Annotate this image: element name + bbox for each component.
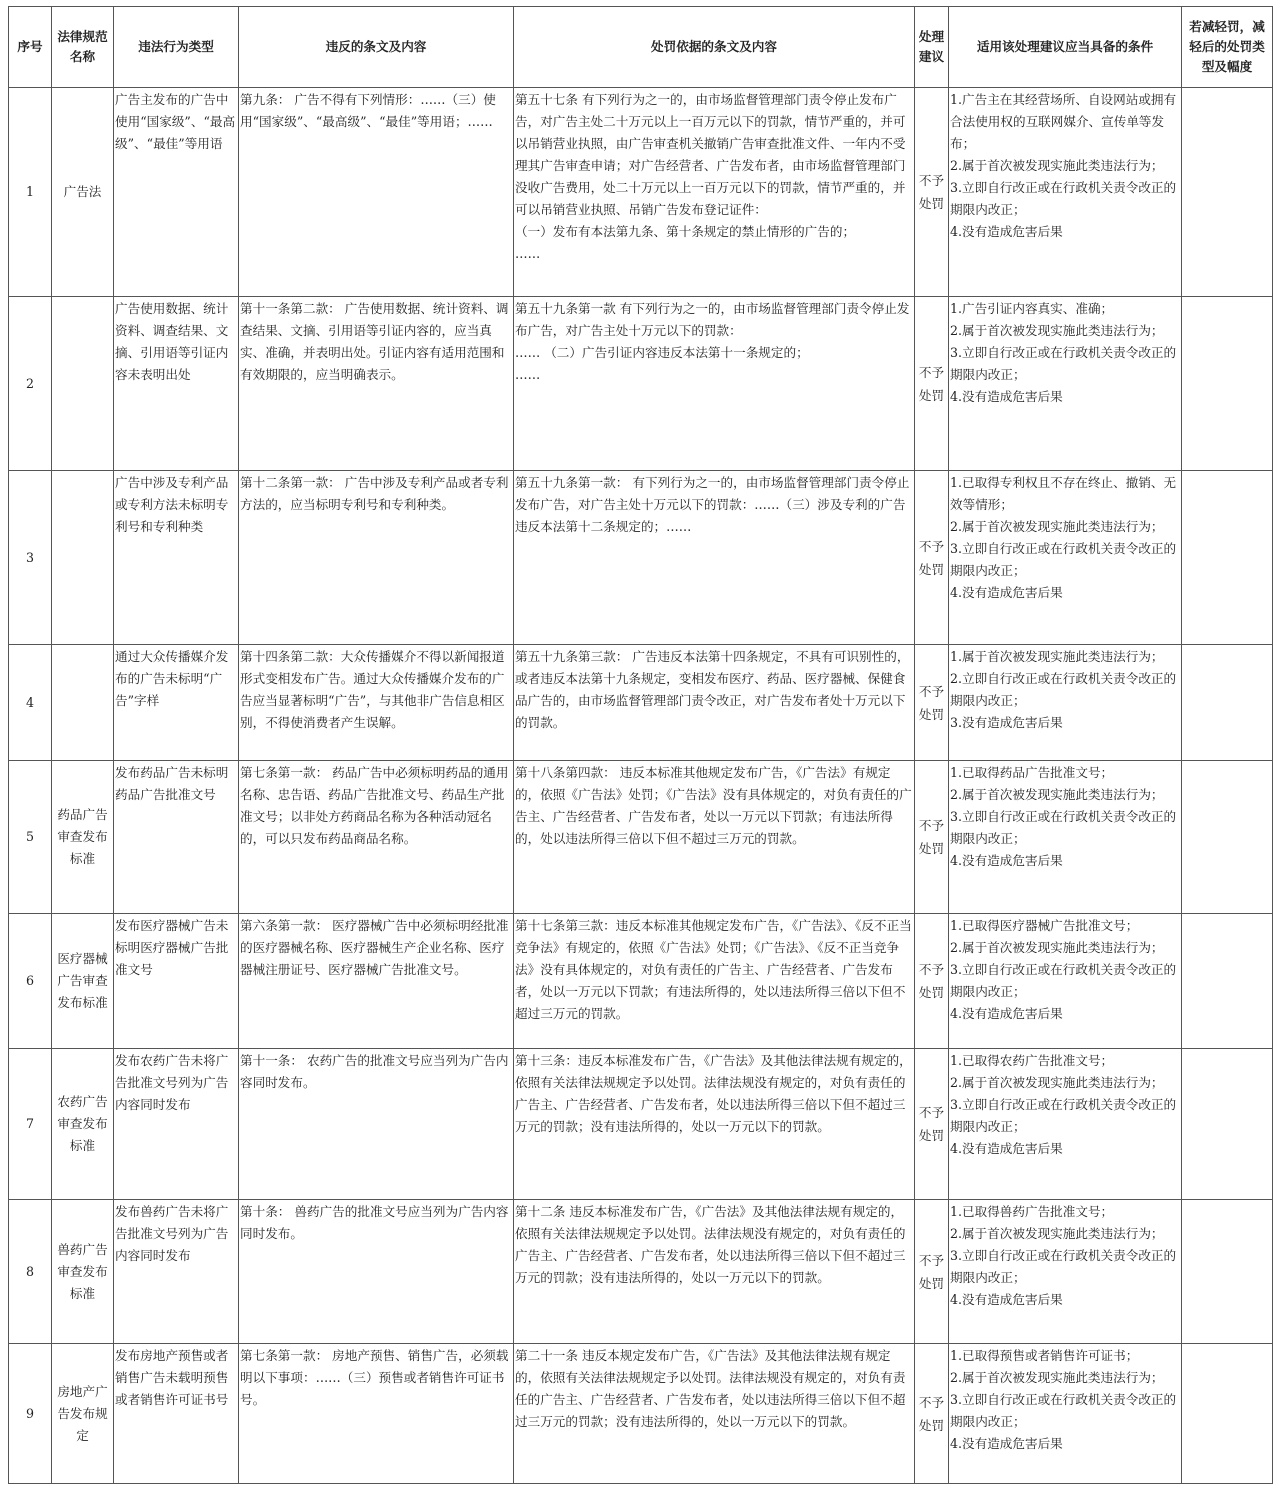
row-number: 9 — [9, 1344, 52, 1484]
violated-article: 第七条第一款： 房地产预售、销售广告，必须载明以下事项：……（三）预售或者销售许可证书号。 — [239, 1344, 514, 1484]
suggestion: 不予处罚 — [915, 1200, 949, 1344]
conditions: 1.已取得药品广告批准文号； 2.属于首次被发现实施此类违法行为； 3.立即自行改正或在行政机关责令改正的期限内改正； 4.没有造成危害后果 — [949, 761, 1182, 914]
penalty-basis: 第五十九条第一款： 有下列行为之一的，由市场监督管理部门责令停止发布广告，对广告主处十万元以下的罚款：……（三）涉及专利的广告违反本法第十二条规定的；…… — [514, 471, 915, 645]
law-name: 医疗器械广告审查发布标准 — [52, 914, 114, 1049]
reduced-penalty — [1182, 88, 1273, 297]
table-row — [9, 1344, 1273, 1484]
law-name: 房地产广告发布规定 — [52, 1344, 114, 1484]
table-row — [9, 914, 1273, 1049]
table-row — [9, 471, 1273, 645]
law-name: 兽药广告审查发布标准 — [52, 1200, 114, 1344]
reduced-penalty — [1182, 914, 1273, 1049]
header-no: 序号 — [9, 7, 52, 88]
conditions: 1.已取得医疗器械广告批准文号； 2.属于首次被发现实施此类违法行为； 3.立即自行改正或在行政机关责令改正的期限内改正； 4.没有造成危害后果 — [949, 914, 1182, 1049]
suggestion: 不予处罚 — [915, 645, 949, 761]
law-name — [52, 471, 114, 645]
violated-article: 第十二条第一款： 广告中涉及专利产品或者专利方法的，应当标明专利号和专利种类。 — [239, 471, 514, 645]
penalty-basis: 第五十九条第三款： 广告违反本法第十四条规定，不具有可识别性的，或者违反本法第十九条规定，变相发布医疗、药品、医疗器械、保健食品广告的，由市场监督管理部门责令改正，对广告发布者处十万元以下的罚款。 — [514, 645, 915, 761]
header-violated-article: 违反的条文及内容 — [239, 7, 514, 88]
violation-type: 广告使用数据、统计资料、调查结果、文摘、引用语等引证内容未表明出处 — [114, 297, 239, 471]
suggestion: 不予处罚 — [915, 88, 949, 297]
table-row — [9, 1049, 1273, 1200]
conditions: 1.已取得预售或者销售许可证书； 2.属于首次被发现实施此类违法行为； 3.立即自行改正或在行政机关责令改正的期限内改正； 4.没有造成危害后果 — [949, 1344, 1182, 1484]
reduced-penalty — [1182, 1049, 1273, 1200]
suggestion: 不予处罚 — [915, 471, 949, 645]
suggestion: 不予处罚 — [915, 1344, 949, 1484]
header-suggestion: 处理建议 — [915, 7, 949, 88]
row-number: 5 — [9, 761, 52, 914]
header-law-name: 法律规范名称 — [52, 7, 114, 88]
table-row — [9, 1200, 1273, 1344]
conditions: 1.广告主在其经营场所、自设网站或拥有合法使用权的互联网媒介、宣传单等发布； 2.属于首次被发现实施此类违法行为； 3.立即自行改正或在行政机关责令改正的期限内改正； 4.没有造成危害后果 — [949, 88, 1182, 297]
violation-type: 广告主发布的广告中使用“国家级”、“最高级”、“最佳”等用语 — [114, 88, 239, 297]
row-number: 2 — [9, 297, 52, 471]
penalty-basis: 第十三条：违反本标准发布广告，《广告法》及其他法律法规有规定的，依照有关法律法规规定予以处罚。法律法规没有规定的，对负有责任的广告主、广告经营者、广告发布者，处以违法所得三倍以下但不超过三万元的罚款；没有违法所得的，处以一万元以下的罚款。 — [514, 1049, 915, 1200]
row-number: 6 — [9, 914, 52, 1049]
table-row — [9, 645, 1273, 761]
header-reduced-penalty: 若减轻罚，减轻后的处罚类型及幅度 — [1182, 7, 1273, 88]
violation-type: 发布房地产预售或者销售广告未载明预售或者销售许可证书号 — [114, 1344, 239, 1484]
conditions: 1.已取得农药广告批准文号； 2.属于首次被发现实施此类违法行为； 3.立即自行改正或在行政机关责令改正的期限内改正； 4.没有造成危害后果 — [949, 1049, 1182, 1200]
conditions: 1.已取得兽药广告批准文号； 2.属于首次被发现实施此类违法行为； 3.立即自行改正或在行政机关责令改正的期限内改正； 4.没有造成危害后果 — [949, 1200, 1182, 1344]
violation-type: 发布兽药广告未将广告批准文号列为广告内容同时发布 — [114, 1200, 239, 1344]
reduced-penalty — [1182, 297, 1273, 471]
violated-article: 第七条第一款： 药品广告中必须标明药品的通用名称、忠告语、药品广告批准文号、药品生产批准文号；以非处方药商品名称为各种活动冠名的，可以只发布药品商品名称。 — [239, 761, 514, 914]
row-number: 1 — [9, 88, 52, 297]
violation-type: 发布农药广告未将广告批准文号列为广告内容同时发布 — [114, 1049, 239, 1200]
law-name — [52, 645, 114, 761]
row-number: 8 — [9, 1200, 52, 1344]
law-name: 农药广告审查发布标准 — [52, 1049, 114, 1200]
violated-article: 第十一条： 农药广告的批准文号应当列为广告内容同时发布。 — [239, 1049, 514, 1200]
reduced-penalty — [1182, 471, 1273, 645]
header-row — [9, 7, 1273, 88]
table-row — [9, 88, 1273, 297]
penalty-basis: 第十八条第四款： 违反本标准其他规定发布广告，《广告法》有规定的，依照《广告法》处罚；《广告法》没有具体规定的，对负有责任的广告主、广告经营者、广告发布者，处以一万元以下罚款；有违法所得的，处以违法所得三倍以下但不超过三万元的罚款。 — [514, 761, 915, 914]
row-number: 7 — [9, 1049, 52, 1200]
suggestion: 不予处罚 — [915, 761, 949, 914]
violated-article: 第九条： 广告不得有下列情形：……（三）使用“国家级”、“最高级”、“最佳”等用语；…… — [239, 88, 514, 297]
penalty-basis: 第五十九条第一款 有下列行为之一的，由市场监督管理部门责令停止发布广告，对广告主处十万元以下的罚款： …… （二）广告引证内容违反本法第十一条规定的； …… — [514, 297, 915, 471]
violation-type: 发布医疗器械广告未标明医疗器械广告批准文号 — [114, 914, 239, 1049]
penalty-basis: 第二十一条 违反本规定发布广告，《广告法》及其他法律法规有规定的，依照有关法律法规规定予以处罚。法律法规没有规定的，对负有责任的广告主、广告经营者、广告发布者，处以违法所得三倍以下但不超过三万元的罚款；没有违法所得的，处以一万元以下的罚款。 — [514, 1344, 915, 1484]
table-row — [9, 761, 1273, 914]
reduced-penalty — [1182, 1200, 1273, 1344]
conditions: 1.广告引证内容真实、准确； 2.属于首次被发现实施此类违法行为； 3.立即自行改正或在行政机关责令改正的期限内改正； 4.没有造成危害后果 — [949, 297, 1182, 471]
reduced-penalty — [1182, 645, 1273, 761]
law-name: 药品广告审查发布标准 — [52, 761, 114, 914]
conditions: 1.已取得专利权且不存在终止、撤销、无效等情形； 2.属于首次被发现实施此类违法行为； 3.立即自行改正或在行政机关责令改正的期限内改正； 4.没有造成危害后果 — [949, 471, 1182, 645]
reduced-penalty — [1182, 761, 1273, 914]
penalty-basis: 第十二条 违反本标准发布广告，《广告法》及其他法律法规有规定的，依照有关法律法规规定予以处罚。法律法规没有规定的，对负有责任的广告主、广告经营者、广告发布者，处以违法所得三倍以下但不超过三万元的罚款；没有违法所得的，处以一万元以下的罚款。 — [514, 1200, 915, 1344]
violated-article: 第十条： 兽药广告的批准文号应当列为广告内容同时发布。 — [239, 1200, 514, 1344]
violated-article: 第十一条第二款： 广告使用数据、统计资料、调查结果、文摘、引用语等引证内容的，应当真实、准确，并表明出处。引证内容有适用范围和有效期限的，应当明确表示。 — [239, 297, 514, 471]
header-conditions: 适用该处理建议应当具备的条件 — [949, 7, 1182, 88]
row-number: 3 — [9, 471, 52, 645]
suggestion: 不予处罚 — [915, 914, 949, 1049]
conditions: 1.属于首次被发现实施此类违法行为； 2.立即自行改正或在行政机关责令改正的期限内改正； 3.没有造成危害后果 — [949, 645, 1182, 761]
law-name — [52, 297, 114, 471]
suggestion: 不予处罚 — [915, 1049, 949, 1200]
row-number: 4 — [9, 645, 52, 761]
header-violation-type: 违法行为类型 — [114, 7, 239, 88]
law-name: 广告法 — [52, 88, 114, 297]
penalty-table — [8, 6, 1273, 1484]
violation-type: 广告中涉及专利产品或专利方法未标明专利号和专利种类 — [114, 471, 239, 645]
penalty-basis: 第五十七条 有下列行为之一的，由市场监督管理部门责令停止发布广告，对广告主处二十万元以上一百万元以下的罚款，情节严重的，并可以吊销营业执照，由广告审查机关撤销广告审查批准文件、一年内不受理其广告审查申请；对广告经营者、广告发布者，由市场监督管理部门没收广告费用，处二十万元以上一百万元以下的罚款，情节严重的，并可以吊销营业执照、吊销广告发布登记证件： （一）发布有本法第九条、第十条规定的禁止情形的广告的； …… — [514, 88, 915, 297]
violation-type: 通过大众传播媒介发布的广告未标明“广告”字样 — [114, 645, 239, 761]
violated-article: 第六条第一款： 医疗器械广告中必须标明经批准的医疗器械名称、医疗器械生产企业名称、医疗器械注册证号、医疗器械广告批准文号。 — [239, 914, 514, 1049]
violation-type: 发布药品广告未标明药品广告批准文号 — [114, 761, 239, 914]
suggestion: 不予处罚 — [915, 297, 949, 471]
header-penalty-basis: 处罚依据的条文及内容 — [514, 7, 915, 88]
violated-article: 第十四条第二款：大众传播媒介不得以新闻报道形式变相发布广告。通过大众传播媒介发布的广告应当显著标明“广告”，与其他非广告信息相区别，不得使消费者产生误解。 — [239, 645, 514, 761]
table-row — [9, 297, 1273, 471]
reduced-penalty — [1182, 1344, 1273, 1484]
penalty-basis: 第十七条第三款：违反本标准其他规定发布广告，《广告法》、《反不正当竞争法》有规定的，依照《广告法》处罚；《广告法》、《反不正当竞争法》没有具体规定的，对负有责任的广告主、广告经营者、广告发布者，处以一万元以下罚款；有违法所得的，处以违法所得三倍以下但不超过三万元的罚款。 — [514, 914, 915, 1049]
